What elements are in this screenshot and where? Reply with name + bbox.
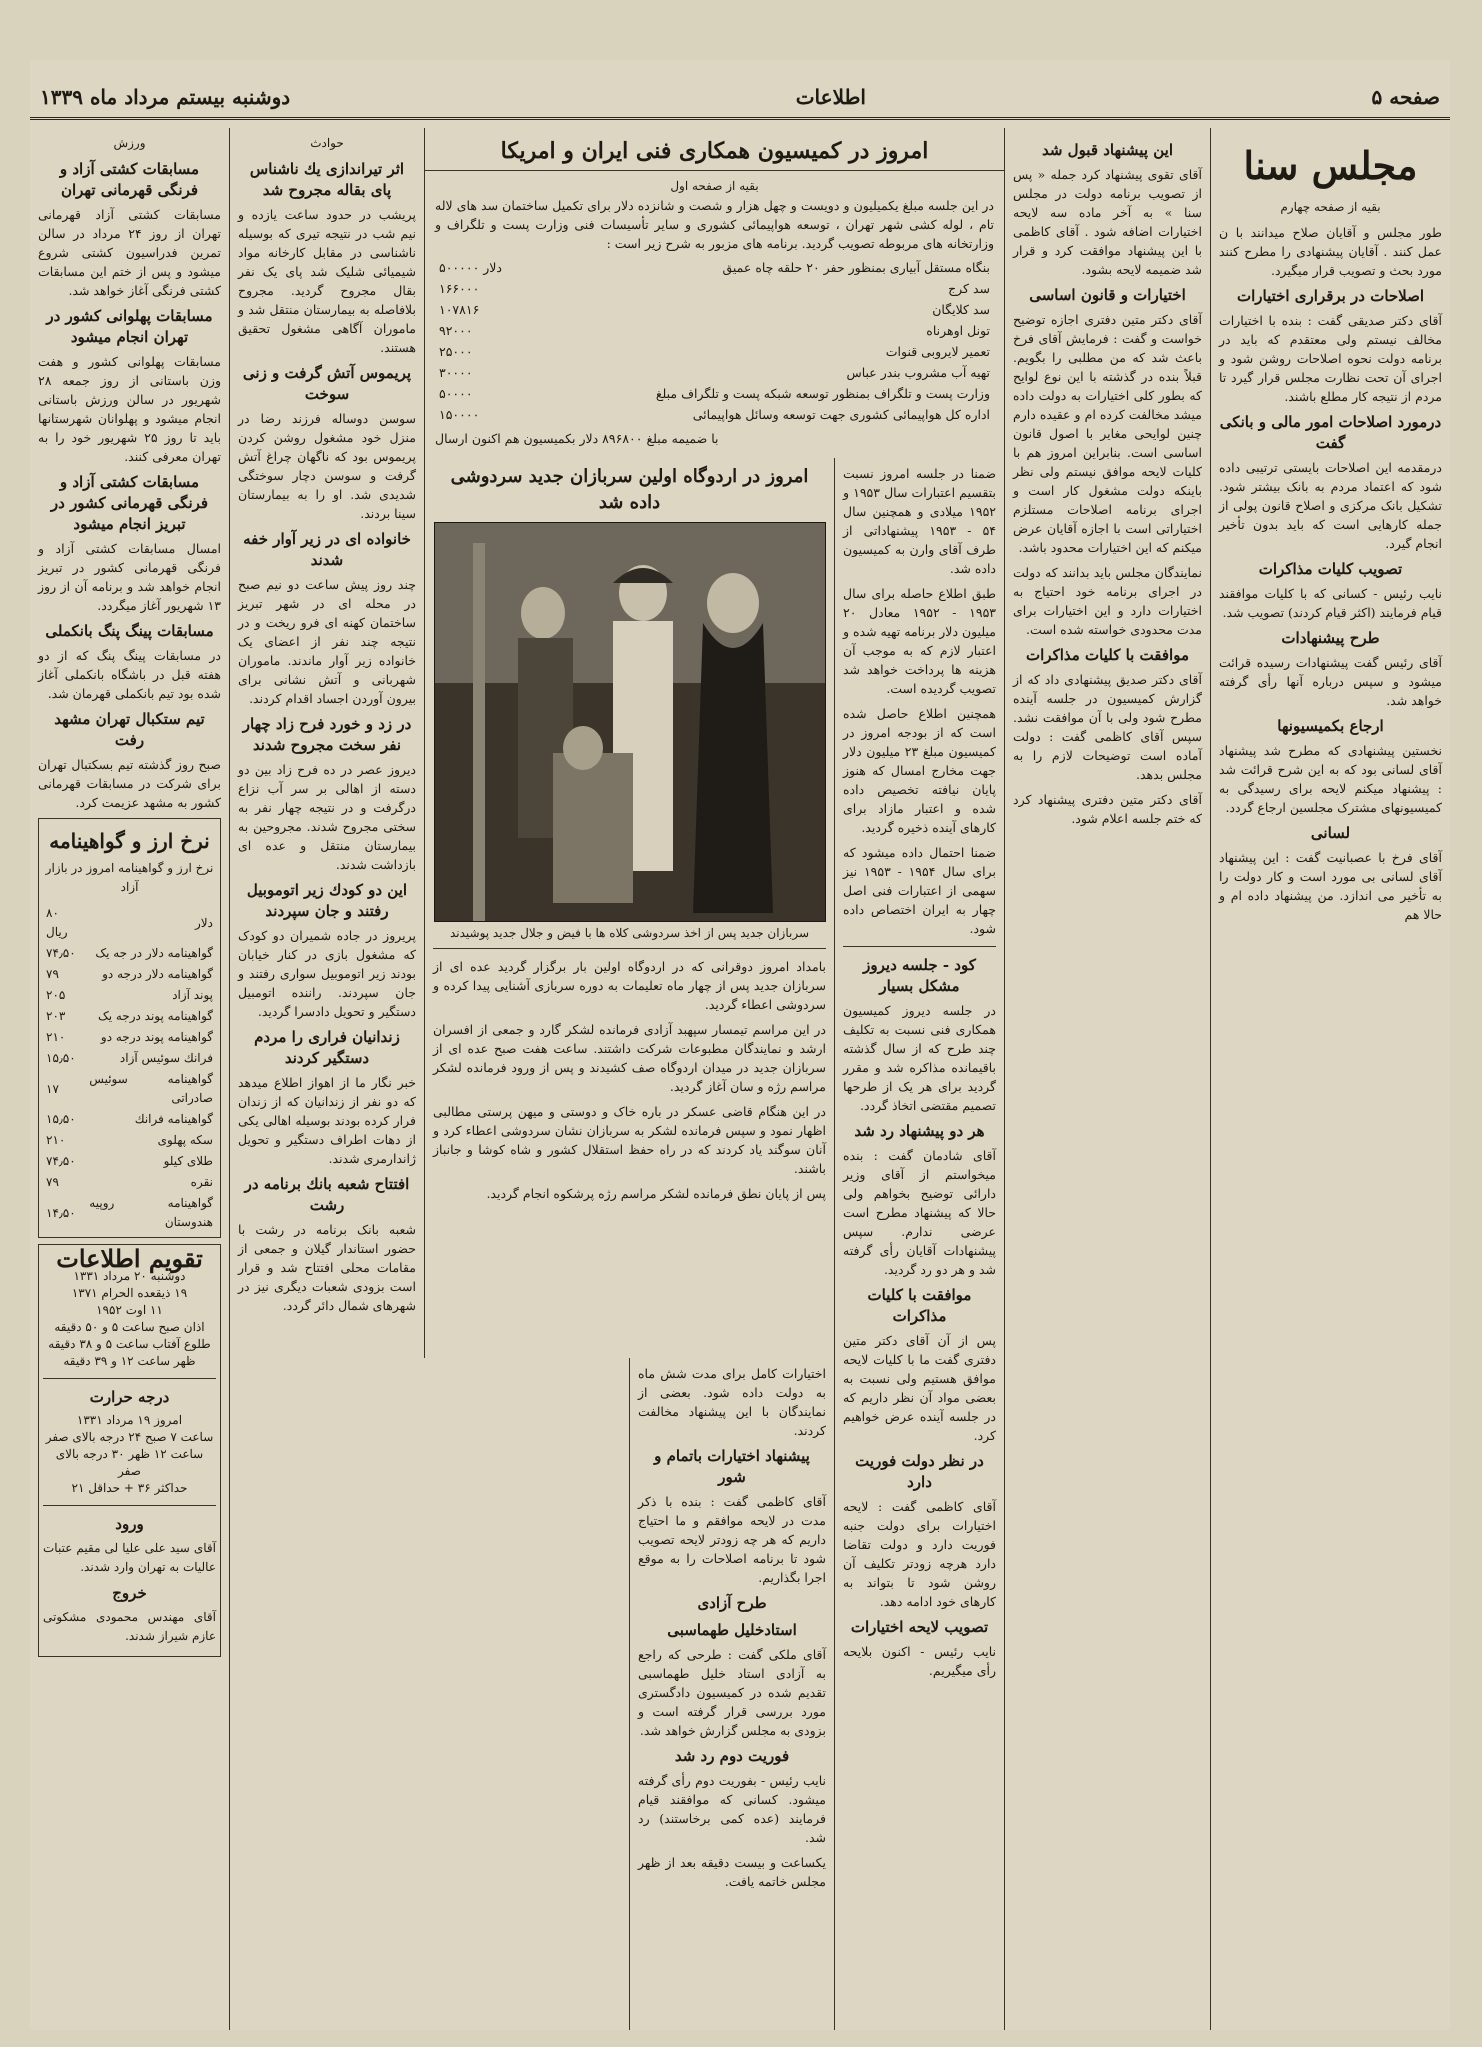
budget-label: تونل اوهرناه bbox=[926, 323, 990, 338]
budget-amount: ۵۰۰۰۰۰ دلار bbox=[439, 260, 502, 275]
senate-para-tasvib: نایب رئیس - کسانی که با کلیات موافقند قیام فرمایند (اکثر قیام کردند) تصویب شد. bbox=[1219, 586, 1442, 620]
budget-label: اداره کل هواپیمائی کشوری جهت توسعه وسائل هواپیمائی bbox=[692, 407, 990, 422]
senate-para-eslahat: آقای دکتر صدیقی گفت : بنده با اختیارات مخالف نیستم ولی معتقدم که باید در برنامه دولت نحوه اصلاحات روشن شود و اجرای آن تحت نظارت مجلس قرار گیرد تا مردم از نتیجه کار مطلع باشند. bbox=[1219, 313, 1442, 404]
senate-para-ekhtiyarat: آقای دکتر متین دفتری اجازه توضیح خواست و گفت : فرمایش آقای فرخ باعث شد که من مطلبی را بگویم. قبلاً بنده در گذشته با این نوع لوایح که بطور کلی اختیارات به دولت داده میشد مخالفت کرده ام و عقیده دارم چنین لوایحی مغایر با اصول قانون اساسی است. بنابراین امروز هم با کلیات لایحه موافق نیستم ولی نظر باینکه دولت مشغول کار است و اجرای برنامه اصلاحات مستلزم اختیاراتی است با اجازه آقایان عرض میکنم که این اختیارات محدود باشد. bbox=[1013, 312, 1202, 555]
budget-para-fouriyat: آقای کاظمی گفت : لایحه اختیارات برای دولت جنبه فوریت دارد و دولت تقاضا دارد هرچه زودتر تکلیف آن روشن شود تا بتواند به کارهای خود ادامه دهد. bbox=[843, 1499, 996, 1609]
arrivals-text: آقای سید علی علیا لی مقیم عتبات عالیات به تهران وارد شدند. bbox=[43, 1541, 216, 1574]
rate-row bbox=[43, 1069, 216, 1109]
budget-para-taklif: در جلسه دیروز کمیسیون همکاری فنی نسبت به تکلیف چند طرح که از سال گذشته باقیمانده مذاکره شد و مقرر گردید برای هر یک از طرحها تصمیم مقتضی اتخاذ گردد. bbox=[843, 1003, 996, 1113]
newspaper-page bbox=[30, 60, 1450, 2030]
calendar-line: اذان صبح ساعت ۵ و ۵۰ دقیقه bbox=[54, 1320, 205, 1334]
rate-value: ۷۹ bbox=[46, 967, 59, 981]
senate-para-pishnahadat: آقای رئیس گفت پیشنهادات رسیده قرائت میشود و سپس درباره آنها رأی گرفته خواهد شد. bbox=[1219, 655, 1442, 708]
assembly-column bbox=[629, 1358, 834, 2030]
rate-value: ۱۷ bbox=[46, 1081, 59, 1096]
assembly-para-5: یکساعت و بیست دقیقه بعد از ظهر مجلس خاتمه یافت. bbox=[638, 1855, 826, 1889]
senate-col2-para-2: آقای دکتر صدیق پیشنهادی داد که از گزارش کمیسیون در جلسه آینده مطرح شود ولی با آن موافقت نشد. سپس آقای کاظمی گفت : دولت آماده است توضیحات لازم را به مجلس بدهد. bbox=[1013, 672, 1202, 782]
rate-value: ۱۴٫۵۰ bbox=[46, 1205, 76, 1220]
incident-heading-4: در زد و خورد فرح زاد چهار نفر سخت مجروح شدند bbox=[242, 715, 412, 754]
budget-heading-fouriyat: در نظر دولت فوریت دارد bbox=[855, 1452, 984, 1491]
iran-us-block bbox=[424, 128, 1004, 458]
rate-row bbox=[43, 903, 216, 943]
calendar-title: تقویم اطلاعات bbox=[56, 1244, 203, 1273]
incident-para-2: سوسن دوساله فرزند رضا در منزل خود مشغول روشن کردن پریموس بود که ناگهان چراغ آتش گرفت و سوسن دچار سوختگی شدیدی شد. او را به بیمارستان سینا بردند. bbox=[238, 411, 416, 521]
rate-row bbox=[43, 1006, 216, 1027]
budget-heading-mowafeqat: موافقت با کلیات مذاکرات bbox=[867, 1286, 972, 1325]
senate-heading-pishnahadat: طرح پیشنهادات bbox=[1281, 629, 1380, 647]
budget-amount: ۵۰۰۰۰ bbox=[439, 386, 473, 401]
assembly-para-1: اختیارات کامل برای مدت شش ماه به دولت داده شود. بعضی از نمایندگان با این پیشنهاد مخالفت کردند. bbox=[638, 1366, 826, 1438]
assembly-heading-3: استادخلیل طهماسبی bbox=[667, 1621, 797, 1639]
sports-heading-1: مسابقات کشتی آزاد و فرنگی قهرمانی تهران bbox=[59, 160, 200, 199]
sports-column bbox=[30, 128, 229, 2030]
assembly-para-4: نایب رئیس - بفوریت دوم رأی گرفته میشود. کسانی که موافقند قیام فرمایند (عده کمی برخاستند) رد شد. bbox=[638, 1773, 826, 1845]
budget-amount: ۱۶۶۰۰۰ bbox=[439, 281, 480, 296]
senate-col2-para: نمایندگان مجلس باید بدانند که دولت در اجرای برنامه خود احتیاج به اختیارات دارد و این اختیارات برای مدت محدودی خواسته شده است. bbox=[1013, 565, 1202, 637]
senate-heading-eslahat: اصلاحات در برقراری اختیارات bbox=[1236, 287, 1425, 305]
rate-row bbox=[43, 1109, 216, 1130]
incident-para-7: شعبه بانک برنامه در رشت با حضور استاندار گیلان و جمعی از مقامات محلی افتتاح شد و قرار است بزودی شعبات دیگری نیز در شهرهای شمال دائر گردد. bbox=[238, 1222, 416, 1313]
rate-row bbox=[43, 1048, 216, 1069]
temperature-line: حداکثر ۳۶ + حداقل ۲۱ bbox=[71, 1481, 188, 1495]
soldiers-caption: سربازان جدید پس از اخذ سردوشی کلاه ها با فیض و جلال جدید پوشیدند bbox=[449, 926, 810, 940]
calendar-line: ظهر ساعت ۱۲ و ۳۹ دقیقه bbox=[63, 1354, 196, 1368]
rate-value: ۱۵٫۵۰ bbox=[46, 1051, 76, 1065]
senate-column-2 bbox=[1004, 128, 1210, 2030]
rate-label: طلای کیلو bbox=[163, 1154, 213, 1168]
soldiers-para-3: در این هنگام قاضی عسکر در باره خاک و دوستی و میهن پرستی مطالبی اظهار نمود و سپس فرمانده لشکر به سربازان نشان سردوشی اعطاء کرد و آنان سوگند یاد کردند که در راه حفظ استقلال کشور و شاه کوشا و جانباز باشند. bbox=[433, 1104, 826, 1176]
sports-heading-4: مسابقات پینگ پنگ بانکملی bbox=[45, 622, 214, 640]
senate-col2-closing: آقای دکتر متین دفتری پیشنهاد کرد که ختم جلسه اعلام شود. bbox=[1013, 792, 1202, 826]
senate-para-commission: نخستین پیشنهادی که مطرح شد پیشنهاد آقای لسانی بود که به این شرح قرائت شد : پیشنهاد میکنم لایحه برای رسیدگی به کمیسیونهای مشترک مجلسین ارجاع گردد. bbox=[1219, 743, 1442, 815]
budget-label: سد کرج bbox=[948, 281, 990, 296]
senate-para-lesani: آقای فرخ با عصبانیت گفت : این پیشنهاد آقای لسانی بی مورد است و کار دولت را به تأخیر می اندازد. من پیشنهاد داده ام و حالا هم bbox=[1219, 850, 1442, 922]
budget-table bbox=[435, 257, 994, 425]
rates-subtitle: نرخ ارز و گواهینامه امروز در بازار آزاد bbox=[45, 861, 214, 894]
rate-label: گواهینامه دلار درجه دو bbox=[102, 967, 213, 981]
budget-para-1: ضمنا در جلسه امروز نسبت بتقسیم اعتبارات سال ۱۹۵۳ و ۱۹۵۲ میلادی و همچنین سال ۵۴ - ۱۹۵۳ پیشنهاداتی از طرف آقای وارن به کمیسیون داده شد. bbox=[843, 466, 997, 576]
incident-heading-1: اثر تیراندازی یك ناشناس پای بقاله مجروح شد bbox=[249, 160, 405, 199]
incident-heading-3: خانواده ای در زیر آوار خفه شدند bbox=[243, 530, 411, 569]
assembly-heading-2: طرح آزادی bbox=[697, 1594, 767, 1612]
rate-value: ۲۰۳ bbox=[46, 1009, 66, 1023]
sports-heading-3: مسابقات کشتی آزاد و فرنگی قهرمانی کشور در تبریز انجام میشود bbox=[50, 473, 209, 533]
budget-label: وزارت پست و تلگراف بمنظور توسعه شبکه پست و تلگراف مبلغ bbox=[655, 386, 990, 401]
senate-heading-tasvib: تصویب کلیات مذاکرات bbox=[1258, 560, 1403, 578]
assembly-heading-1: پیشنهاد اختیارات باتمام و شور bbox=[654, 1447, 810, 1486]
columns bbox=[30, 128, 1450, 2030]
senate-intro: طور مجلس و آقایان صلاح میدانند با ن عمل کنند . آقایان پیشنهادی را مطرح کنند مورد بحث و تصویب قرار میگیرد. bbox=[1219, 225, 1442, 278]
calendar-line: ۱۹ ذیقعده الحرام ۱۳۷۱ bbox=[71, 1286, 188, 1300]
budget-heading-layeheh: تصویب لایحه اختیارات bbox=[850, 1618, 989, 1636]
iran-us-lead: در این جلسه مبلغ یکمیلیون و دویست و چهل هزار و شصت و شانزده دلار برای تکمیل ساختمان سد های لاله تام ، لوله کشی شهر تهران ، توسعه هواپیمائی کشوری و سایر تأسیسات فنی وزارت پست و تلگراف و وزارتخانه های مربوطه تصویب گردید. برنامه های مزبور به شرح زیر است : bbox=[435, 198, 994, 251]
soldiers-para-4: پس از پایان نطق فرمانده لشکر مراسم رژه پرشکوه انجام گردید. bbox=[486, 1186, 826, 1201]
budget-para-3: همچنین اطلاع حاصل شده است که از بودجه امروز در کمیسیون مبلغ ۲۳ میلیون دلار جهت مخارج امسال که هنوز پایان نیافته تخصیص داده شده و اعتبار مازاد برای کارهای آینده ذخیره گردید. bbox=[843, 706, 996, 835]
senate-title: مجلس سنا bbox=[1243, 143, 1418, 188]
rate-value: ۱۵٫۵۰ bbox=[46, 1112, 76, 1126]
budget-row bbox=[435, 257, 994, 278]
senate-col2-heading: موافقت با کلیات مذاکرات bbox=[1026, 646, 1189, 664]
incident-heading-6: زندانیان فراری را مردم دستگیر کردند bbox=[254, 1028, 400, 1067]
assembly-heading-4: فوریت دوم رد شد bbox=[674, 1747, 790, 1765]
budget-row bbox=[435, 320, 994, 341]
budget-label: بنگاه مستقل آبیاری بمنظور حفر ۲۰ حلقه چاه عمیق bbox=[722, 260, 990, 275]
rate-row bbox=[43, 1193, 216, 1233]
rate-label: گواهینامه پوند درجه دو bbox=[100, 1030, 213, 1044]
rate-value: ۷۹ bbox=[46, 1175, 59, 1189]
rate-value: ۷۴٫۵۰ bbox=[46, 946, 76, 960]
soldiers-para-2: در این مراسم تیمسار سپهبد آزادی فرمانده لشکر گارد و جمعی از افسران ارشد و نمایندگان مطبوعات شرکت داشتند. ساعت هفت صبح عده ای از سربازان جدید در میدان اردوگاه صف کشیدند و پس از ورود فرمانده لشکر مراسم رژه و سان آغاز گردید. bbox=[433, 1022, 826, 1094]
rate-row bbox=[43, 985, 216, 1006]
rate-label: پوند آزاد bbox=[172, 988, 213, 1002]
sports-para-2: مسابقات پهلوانی کشور و هفت وزن باستانی از روز جمعه ۲۸ شهریور در سالن ورزش باستانی انجام میشود و پهلوانان شهرستانها باید تا روز ۲۵ شهریور خود را به تهران معرفی کنند. bbox=[38, 354, 221, 464]
budget-amount: ۹۲۰۰۰ bbox=[439, 323, 473, 338]
budget-row bbox=[435, 341, 994, 362]
rate-label: دلار bbox=[195, 915, 213, 930]
budget-amount: ۱۵۰۰۰۰ bbox=[439, 407, 480, 422]
budget-row bbox=[435, 362, 994, 383]
sports-para-4: در مسابقات پینگ پنگ که از دو هفته قبل در باشگاه بانکملی آغاز شده بود تیم بانکملی قهرمان شد. bbox=[38, 648, 221, 701]
budget-row bbox=[435, 404, 994, 425]
rate-label: فرانك سوئیس آزاد bbox=[119, 1051, 213, 1065]
page-label: صفحه ۵ bbox=[1371, 85, 1440, 109]
paper-name: اطلاعات bbox=[795, 85, 866, 109]
date-line: دوشنبه بیستم مرداد ماه ۱۳۳۹ bbox=[40, 85, 291, 109]
rate-value: ۲۱۰ bbox=[46, 1030, 66, 1044]
iran-us-continuation: بقیه از صفحه اول bbox=[670, 179, 759, 193]
sports-para-1: مسابقات کشتی آزاد قهرمانی تهران از روز ۲۴ مرداد در سالن تمرین فدراسیون کشتی شروع میشود و پس از ختم این مسابقات کشتی فرنگی آغاز خواهد شد. bbox=[38, 207, 221, 298]
soldiers-title: امروز در اردوگاه اولین سربازان جدید سردوشی داده شد bbox=[450, 466, 809, 513]
budget-amount: ۳۰۰۰۰ bbox=[439, 365, 473, 380]
rate-row bbox=[43, 964, 216, 985]
soldiers-photo bbox=[434, 522, 826, 922]
budget-para-hardo: آقای شادمان گفت : بنده میخواستم از آقای وزیر دارائی توضیح بخواهم ولی حالا که پیشنهاد مطرح است عرضی ندارم. سپس پیشنهادات آقایان رأی گرفته شد و هر دو رد گردید. bbox=[843, 1148, 996, 1277]
assembly-para-3: آقای ملکی گفت : طرحی که راجع به آزادی استاد خلیل طهماسبی تقدیم شده در کمیسیون دادگستری مورد بررسی قرار گرفته است و بزودی به مجلس گزارش خواهد شد. bbox=[638, 1647, 826, 1738]
incidents-column bbox=[229, 128, 424, 2030]
rates-table bbox=[43, 903, 216, 1233]
calendar-box bbox=[38, 1244, 221, 1657]
assembly-para-2: آقای کاظمی گفت : بنده با ذکر مدت در لایحه موافقم و ما احتیاج داریم که هر چه زودتر لایحه تصویب شود تا برنامه اصلاحات را به موقع اجرا بگذاریم. bbox=[638, 1494, 826, 1585]
incident-para-6: خبر نگار ما از اهواز اطلاع میدهد که دو نفر از زندانیان که از زندان فرار کرده بودند بوسیله اهالی یکی از دهات اطراف دستگیر و تحویل ژاندارمری شدند. bbox=[238, 1075, 416, 1166]
rate-value: ۲۰۵ bbox=[46, 988, 66, 1002]
soldiers-story bbox=[424, 458, 834, 1358]
budget-label: تعمیر لایروبی قنوات bbox=[885, 344, 990, 359]
rate-row bbox=[43, 943, 216, 964]
budget-para-4: ضمنا احتمال داده میشود که برای سال ۱۹۵۴ - ۱۹۵۳ نیز سهمی از اعتبارات فنی اصل چهار به ایران اختصاص داده شود. bbox=[843, 845, 997, 936]
budget-label: سد کلایگان bbox=[932, 302, 990, 317]
rate-label: گواهینامه دلار در جه یک bbox=[95, 946, 213, 960]
arrivals-title: ورود bbox=[115, 1515, 144, 1533]
senate-continuation: بقیه از صفحه چهارم bbox=[1280, 200, 1381, 214]
senate-heading-lesani: لسانی bbox=[1310, 824, 1351, 842]
budget-para-mowafeqat: پس از آن آقای دکتر متین دفتری گفت ما با کلیات لایحه موافق هستیم ولی نسبت به بعضی مواد آن نظر داریم که در جلسه آینده عرض خواهیم کرد. bbox=[843, 1333, 996, 1443]
budget-story-column bbox=[834, 458, 1004, 2030]
incidents-section: حوادث bbox=[310, 136, 344, 150]
rate-label: سکه پهلوی bbox=[157, 1133, 213, 1147]
budget-label: تهیه آب مشروب بندر عباس bbox=[846, 365, 990, 380]
calendar-line: طلوع آفتاب ساعت ۵ و ۳۸ دقیقه bbox=[48, 1337, 211, 1351]
sports-para-3: امسال مسابقات کشتی آزاد و فرنگی قهرمانی کشور در تبریز انجام خواهد شد و برنامه آن از روز ۱۳ شهریور آغاز میگردد. bbox=[38, 541, 221, 613]
incident-para-5: پریروز در جاده شمیران دو کودک که مشغول بازی در کنار خیابان بودند زیر اتوموبیل سواری رفتند و جان سپردند. راننده اتومبیل دستگیر و تحویل دادسرا گردید. bbox=[238, 928, 416, 1019]
budget-footer: با ضمیمه مبلغ ۸۹۶۸۰۰ دلار بکمیسیون هم اکنون ارسال bbox=[435, 431, 719, 446]
senate-heading-bank: درمورد اصلاحات امور مالی و بانکی گفت bbox=[1219, 413, 1442, 452]
sports-heading-5: تیم ستکبال تهران مشهد رفت bbox=[54, 710, 205, 749]
budget-row bbox=[435, 299, 994, 320]
senate-para-bank: درمقدمه این اصلاحات بایستی ترتیبی داده شود که اعتماد مردم به بانک بیشتر شود. تشکیل بانک مرکزی و اصلاح قانون پولی از جمله کارهایی است که باید بدون تأخیر انجام گیرد. bbox=[1219, 460, 1442, 551]
senate-para-pishnahad: آقای تقوی پیشنهاد کرد جمله « پس از تصویب برنامه دولت در مجلس سنا » به آخر ماده سه لایحه اختیارات اضافه شود . آقای کاظمی با این پیشنهاد موافقت کرد و قرار شد ضمیمه لایحه بشود. bbox=[1013, 167, 1202, 277]
rates-title: نرخ ارز و گواهینامه bbox=[49, 829, 210, 853]
temperature-line: ساعت ۷ صبح ۲۴ درجه بالای صفر bbox=[45, 1430, 214, 1444]
senate-heading-commission: ارجاع بکمیسیونها bbox=[1277, 717, 1384, 735]
temperature-line: ساعت ۱۲ ظهر ۳۰ درجه بالای صفر bbox=[55, 1447, 204, 1478]
rate-label: گواهینامه روپیه هندوستان bbox=[89, 1196, 213, 1229]
sports-heading-2: مسابقات پهلوانی کشور در تهران انجام میشود bbox=[46, 307, 213, 346]
calendar-lines bbox=[43, 1268, 216, 1370]
budget-row bbox=[435, 383, 994, 404]
rate-label: گواهینامه فرانك bbox=[134, 1112, 213, 1126]
senate-heading-ekhtiyarat: اختیارات و قانون اساسی bbox=[1029, 286, 1186, 304]
rate-row bbox=[43, 1130, 216, 1151]
sports-section: ورزش bbox=[113, 136, 146, 150]
departures-text: آقای مهندس محمودی مشکوتی عازم شیراز شدند. bbox=[43, 1610, 216, 1643]
temperature-line: امروز ۱۹ مرداد ۱۳۳۱ bbox=[76, 1413, 183, 1427]
rate-value: ۲۱۰ bbox=[46, 1133, 66, 1147]
incident-para-1: پریشب در حدود ساعت یازده و نیم شب در نتیجه تیری که بوسیله ناشناسی در مقابل کارخانه مواد شیمیائی شلیک شد پای یک نفر بقال مجروح گردید. مجروح بلافاصله به بیمارستان منتقل شد و ماموران آگاهی مشغول تحقیق هستند. bbox=[238, 207, 416, 355]
senate-heading-pishnahad: این پیشنهاد قبول شد bbox=[1042, 141, 1173, 159]
soldiers-photo-image bbox=[434, 523, 825, 922]
budget-row bbox=[435, 278, 994, 299]
departures-title: خروج bbox=[112, 1584, 147, 1602]
budget-amount: ۱۰۷۸۱۶ bbox=[439, 302, 480, 317]
budget-amount: ۲۵۰۰۰ bbox=[439, 344, 473, 359]
senate-column bbox=[1210, 128, 1450, 2030]
budget-heading-hardo: هر دو پیشنهاد رد شد bbox=[854, 1122, 985, 1140]
budget-heading-taklif: کود - جلسه دیروز مشکل بسیار bbox=[863, 956, 976, 995]
iran-us-title: امروز در کمیسیون همکاری فنی ایران و امریکا bbox=[425, 128, 1004, 171]
sports-para-5: صبح روز گذشته تیم بسکتبال تهران برای شرکت در مسابقات قهرمانی کشور به مشهد عزیمت کرد. bbox=[38, 757, 221, 810]
calendar-line: دوشنبه ۲۰ مرداد ۱۳۳۱ bbox=[73, 1269, 186, 1283]
rate-row bbox=[43, 1172, 216, 1193]
budget-para-layeheh: نایب رئیس - اکنون بلایحه رأی میگیریم. bbox=[843, 1644, 996, 1678]
incident-para-4: دیروز عصر در ده فرح زاد بین دو دسته از اهالی بر سر آب نزاع درگرفت و در نتیجه چهار نفر به سختی مجروح شدند. مجروحین به بیمارستان منتقل و عده ای بازداشت شدند. bbox=[238, 762, 416, 872]
incident-heading-2: پریموس آتش گرفت و زنی سوخت bbox=[242, 364, 412, 403]
budget-para-2: طبق اطلاع حاصله برای سال ۱۹۵۳ - ۱۹۵۲ معادل ۲۰ میلیون دلار برنامه تهیه شده و اعتبار لازم که به موجب آن هزینه ها پرداخت خواهد شد تصویب گردیده است. bbox=[842, 586, 996, 696]
incident-heading-5: این دو کودك زیر اتوموبیل رفتند و جان سپردند bbox=[246, 881, 408, 920]
incident-heading-7: افتتاح شعبه بانك برنامه در رشت bbox=[244, 1175, 410, 1214]
temperature-lines bbox=[43, 1412, 216, 1497]
rate-value: ۸۰ ریال bbox=[46, 906, 68, 939]
soldiers-para-1: بامداد امروز دوقرانی که در اردوگاه اولین بار برگزار گردید عده ای از سربازان جدید پس از چهار ماه تعلیمات به دوره سربازی آشنایی پیدا کرده و سردوشی اعطاء گردید. bbox=[433, 959, 826, 1012]
rate-label: گواهینامه سوئیس صادراتی bbox=[89, 1072, 213, 1105]
incident-para-3: چند روز پیش ساعت دو نیم صبح در محله ای در شهر تبریز ساختمان کهنه ای فرو ریخت و در نتیجه چند نفر از اعضای یک خانواده زیر آوار ماندند. ماموران شهربانی و آتش نشانی برای بیرون آوردن اجساد اقدام کردند. bbox=[238, 577, 416, 706]
rate-row bbox=[43, 1151, 216, 1172]
rate-value: ۷۴٫۵۰ bbox=[46, 1154, 76, 1168]
calendar-line: ۱۱ اوت ۱۹۵۲ bbox=[96, 1303, 163, 1317]
rates-box bbox=[38, 818, 221, 1238]
temperature-title: درجه حرارت bbox=[89, 1388, 170, 1406]
masthead bbox=[30, 60, 1450, 120]
rate-row bbox=[43, 1027, 216, 1048]
rate-label: گواهینامه پوند درجه یک bbox=[97, 1009, 213, 1023]
rate-label: نقره bbox=[190, 1175, 213, 1189]
